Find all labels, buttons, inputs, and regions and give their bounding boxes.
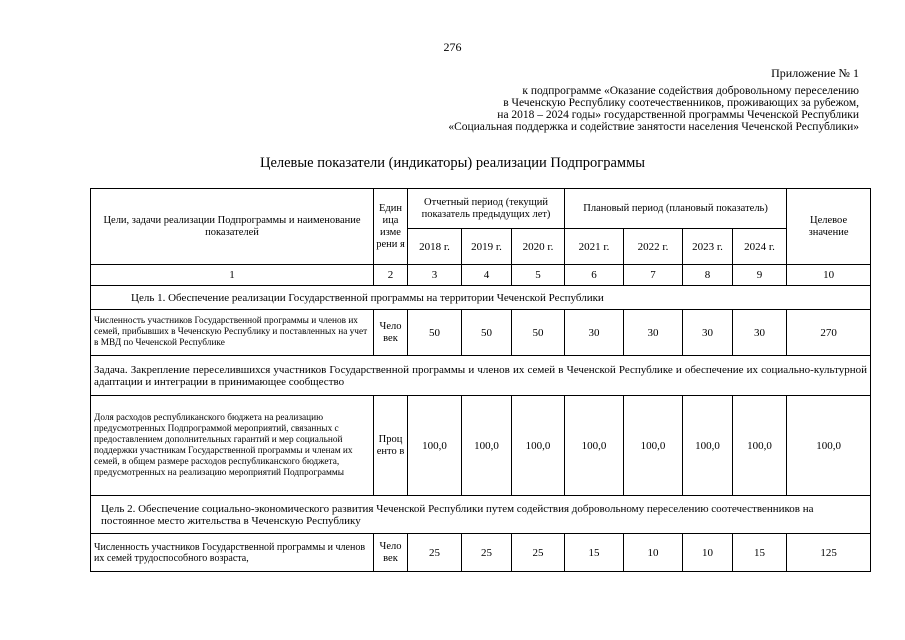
document-title: Целевые показатели (индикаторы) реализации Подпрограммы [259,155,646,171]
indicator-name: Численность участников Государственной программы и членов их семей трудоспособного возраста, [91,534,374,572]
header-year: 2022 г. [624,229,683,265]
value-cell: 30 [624,310,683,356]
column-number: 3 [408,265,462,286]
header-year: 2019 г. [462,229,512,265]
value-cell: 100,0 [624,396,683,496]
column-number: 4 [462,265,512,286]
goal-1: Цель 1. Обеспечение реализации Государственной программы на территории Чеченской Республики [91,286,871,310]
indicator-unit: Чело век [374,310,408,356]
header-year: 2018 г. [408,229,462,265]
value-cell: 30 [733,310,787,356]
column-numbers-row [91,265,871,286]
value-cell: 10 [624,534,683,572]
column-number: 2 [374,265,408,286]
header-row [91,189,871,229]
value-cell: 100,0 [565,396,624,496]
value-cell: 30 [683,310,733,356]
subtitle-line: на 2018 – 2024 годы» государственной программы Чеченской Республики [497,109,859,121]
goal-row [91,496,871,534]
appendix-subtitle [448,85,859,133]
indicator-name: Численность участников Государственной программы и членов их семей, прибывших в Чеченскую Республику и поставленных на учет в МВД по Чеченской Республике [91,310,374,356]
target-cell: 270 [787,310,871,356]
task-row [91,356,871,396]
column-number: 1 [91,265,374,286]
value-cell: 100,0 [512,396,565,496]
column-number: 6 [565,265,624,286]
goal-row [91,286,871,310]
indicator-name: Доля расходов республиканского бюджета на реализацию предусмотренных Подпрограммой мероприятий, связанных с предоставлением дополнительных гарантий и мер социальной поддержки участникам Государственной программы и членам их семей, в общем размере расходов республиканского бюджета, предусмотренных на реализацию мероприятий Подпрограммы [91,396,374,496]
subtitle-line: в Чеченскую Республику соотечественников, проживающих за рубежом, [503,97,859,109]
column-number: 10 [787,265,871,286]
table-row [91,310,871,356]
column-number: 5 [512,265,565,286]
indicator-unit: Чело век [374,534,408,572]
header-year: 2020 г. [512,229,565,265]
table-row [91,534,871,572]
column-number: 9 [733,265,787,286]
column-number: 7 [624,265,683,286]
value-cell: 15 [733,534,787,572]
header-year: 2023 г. [683,229,733,265]
header-name: Цели, задачи реализации Подпрограммы и наименование показателей [91,189,374,265]
target-cell: 125 [787,534,871,572]
value-cell: 50 [462,310,512,356]
target-cell: 100,0 [787,396,871,496]
value-cell: 15 [565,534,624,572]
value-cell: 50 [512,310,565,356]
value-cell: 10 [683,534,733,572]
indicators-table [90,188,871,572]
value-cell: 100,0 [462,396,512,496]
task-1: Задача. Закрепление переселившихся участников Государственной программы и членов их семей в Чеченской Республике и обеспечение их социально-культурной адаптации и интеграции в принимающее сообщество [91,356,871,396]
subtitle-line: «Социальная поддержка и содействие занятости населения Чеченской Республики» [448,121,859,133]
table-row [91,396,871,496]
page-number: 276 [443,40,462,54]
indicator-unit: Проц енто в [374,396,408,496]
header-report-period: Отчетный период (текущий показатель предыдущих лет) [408,189,565,229]
subtitle-line: к подпрограмме «Оказание содействия добровольному переселению [522,85,859,97]
value-cell: 25 [408,534,462,572]
value-cell: 25 [512,534,565,572]
value-cell: 50 [408,310,462,356]
header-year: 2021 г. [565,229,624,265]
value-cell: 25 [462,534,512,572]
value-cell: 100,0 [408,396,462,496]
value-cell: 100,0 [683,396,733,496]
value-cell: 100,0 [733,396,787,496]
header-plan-period: Плановый период (плановый показатель) [565,189,787,229]
value-cell: 30 [565,310,624,356]
header-year: 2024 г. [733,229,787,265]
column-number: 8 [683,265,733,286]
appendix-title: Приложение № 1 [771,66,859,80]
header-unit: Един ица изме рени я [374,189,408,265]
goal-2: Цель 2. Обеспечение социально-экономического развития Чеченской Республики путем содействия добровольному переселению соотечественников на постоянное место жительства в Чеченскую Республику [91,496,871,534]
header-target: Целевое значение [787,189,871,265]
